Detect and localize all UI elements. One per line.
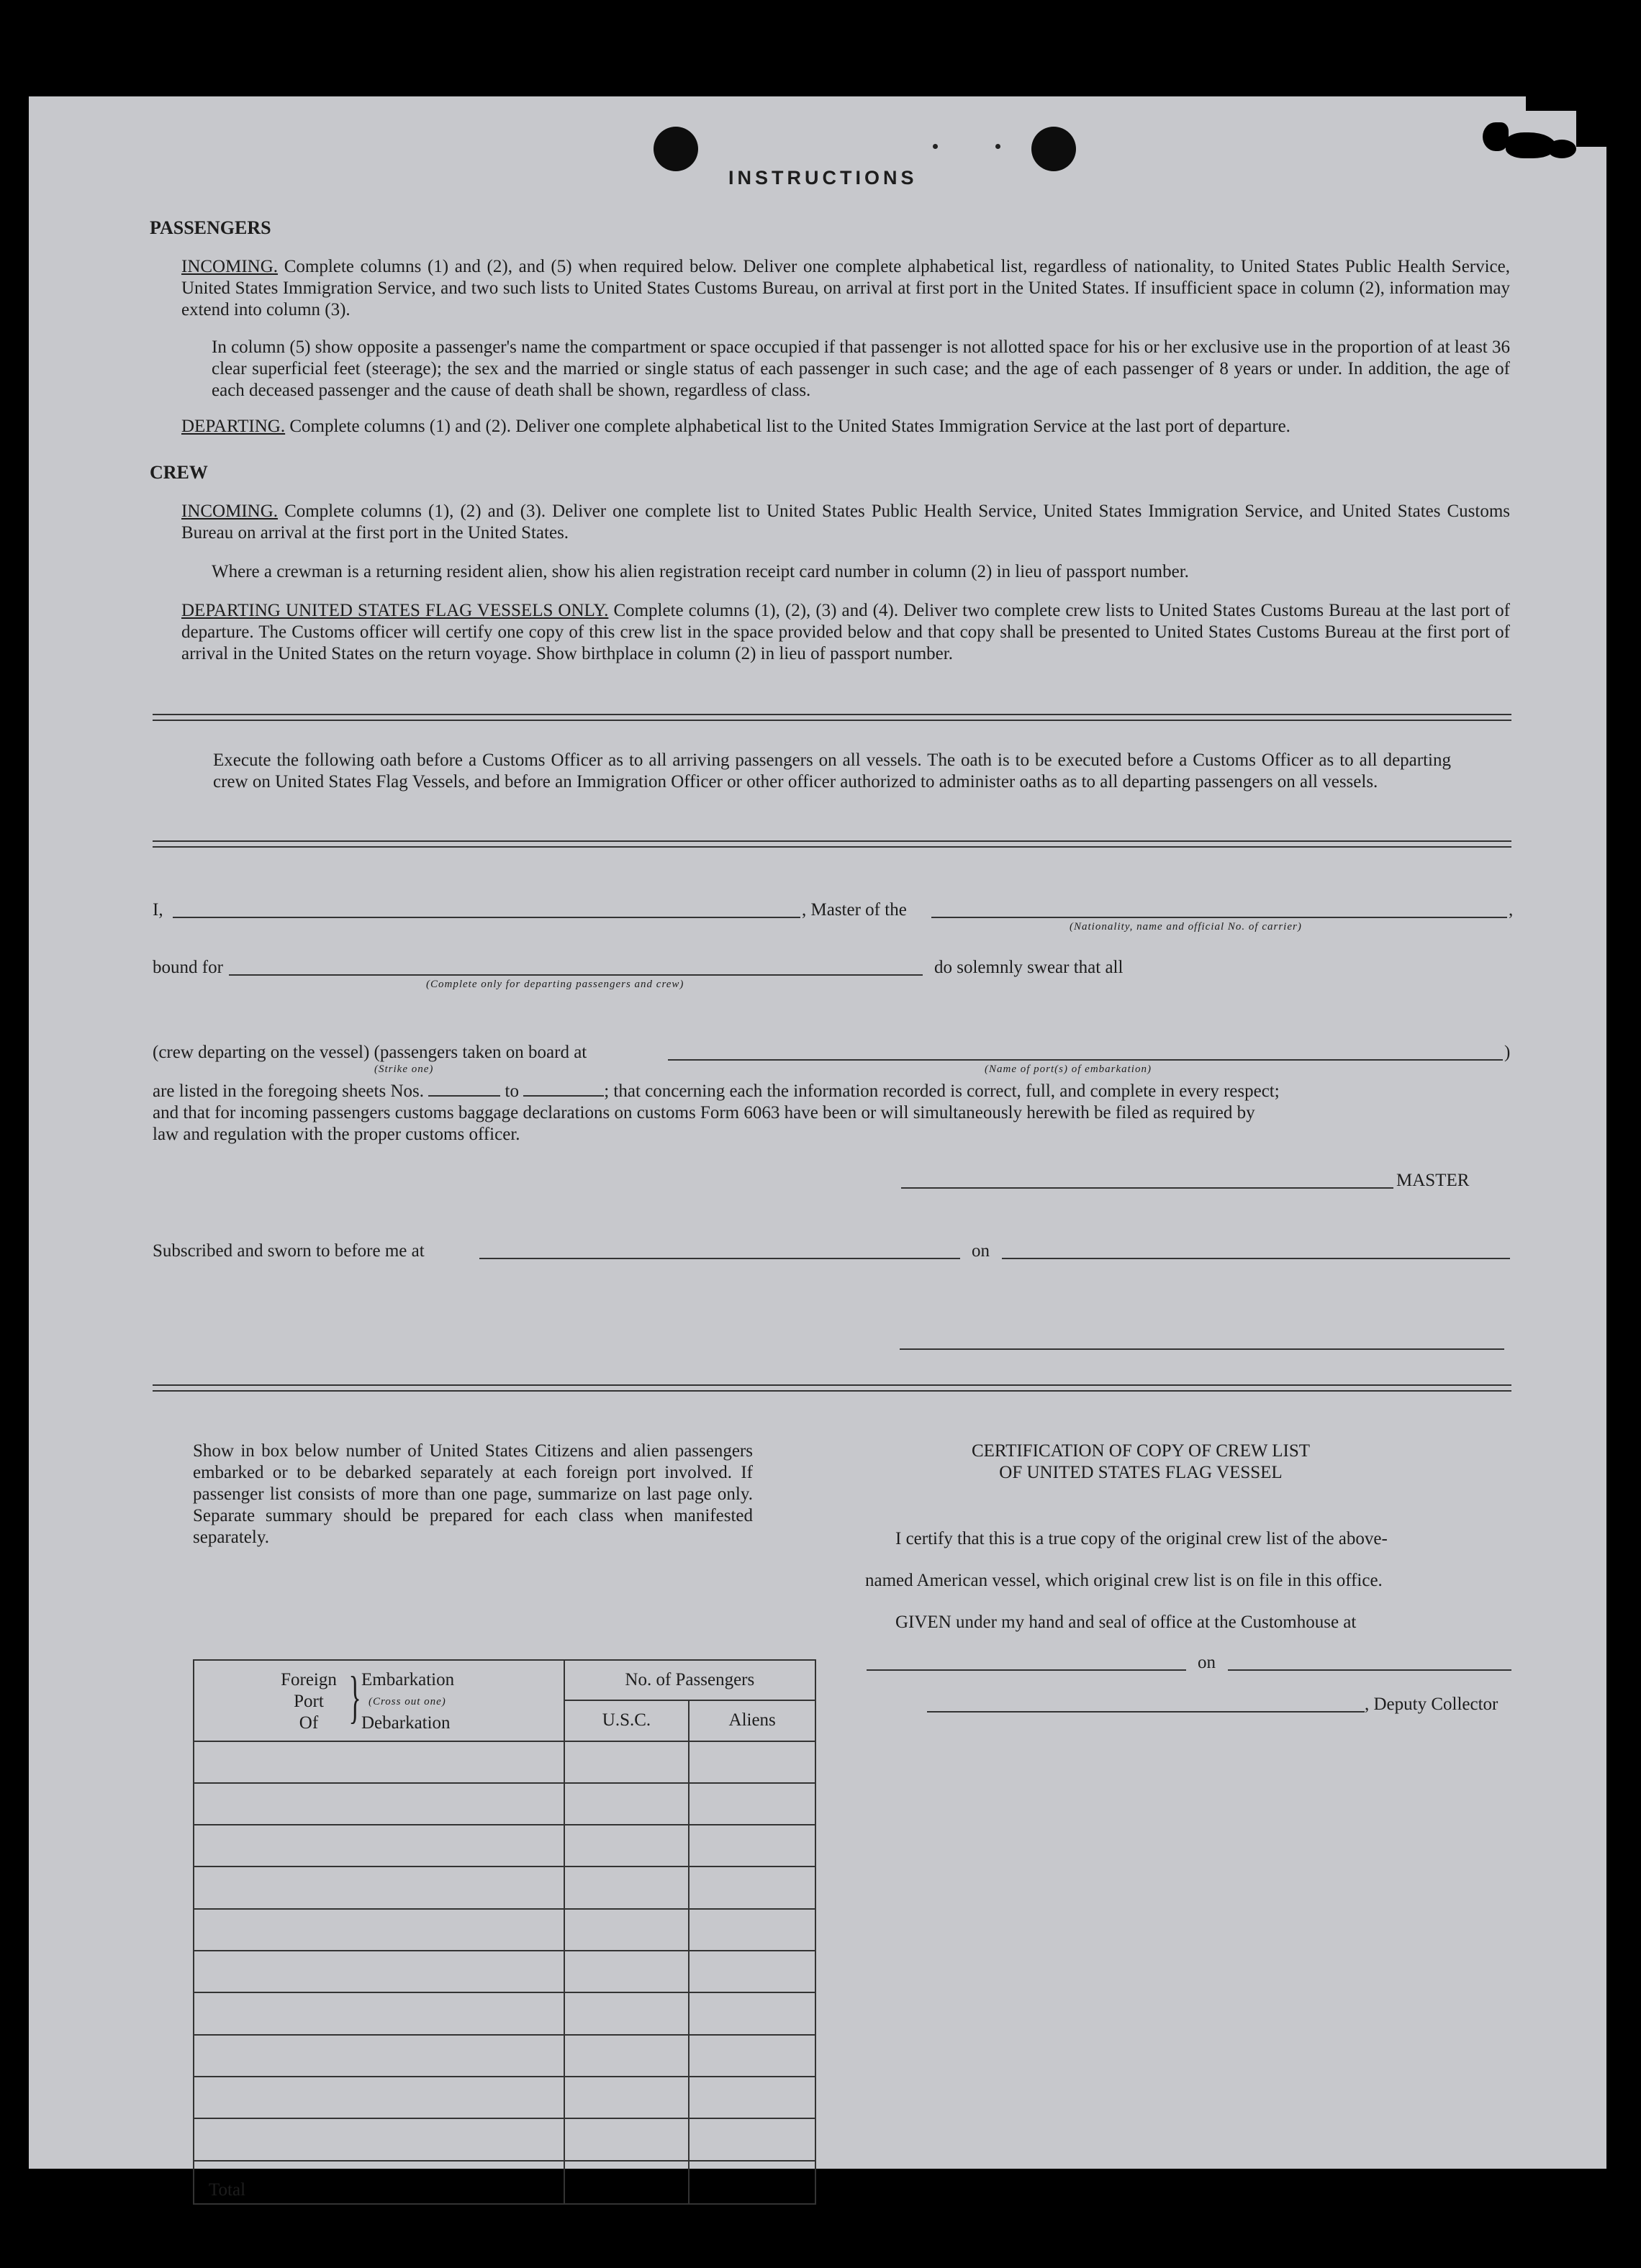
aliens-cell[interactable] bbox=[689, 2035, 815, 2077]
aliens-cell[interactable] bbox=[689, 1825, 815, 1866]
usc-cell[interactable] bbox=[564, 1783, 690, 1825]
mark-dot bbox=[933, 144, 938, 149]
aliens-cell[interactable] bbox=[689, 1992, 815, 2034]
debarkation-text: Debarkation bbox=[361, 1713, 451, 1733]
passengers-departing-paragraph bbox=[181, 416, 1510, 437]
port-cell[interactable] bbox=[194, 1866, 564, 1908]
port-cell[interactable] bbox=[194, 1783, 564, 1825]
subscribed-label: Subscribed and sworn to before me at bbox=[153, 1241, 425, 1261]
torn-corner bbox=[1547, 140, 1576, 158]
usc-cell[interactable] bbox=[564, 2035, 690, 2077]
mark-dot bbox=[995, 144, 1000, 149]
crew-resident-paragraph: Where a crewman is a returning resident alien, show his alien registration receipt card number in column (2) in lieu of passport number. bbox=[212, 562, 1189, 581]
punch-hole-right bbox=[1031, 127, 1076, 171]
officer-signature-field[interactable] bbox=[900, 1348, 1504, 1350]
master-signature-field[interactable] bbox=[901, 1187, 1393, 1189]
certification-line1: I certify that this is a true copy of the original crew list of the above- bbox=[895, 1529, 1388, 1548]
port-cell[interactable] bbox=[194, 1741, 564, 1783]
strike-one-caption: (Strike one) bbox=[374, 1063, 434, 1075]
master-name-field[interactable] bbox=[173, 917, 800, 918]
passenger-summary-table bbox=[193, 1659, 816, 2205]
customhouse-place-field[interactable] bbox=[867, 1669, 1186, 1671]
total-label: Total bbox=[194, 2161, 564, 2204]
usc-cell[interactable] bbox=[564, 2118, 690, 2160]
port-cell[interactable] bbox=[194, 2035, 564, 2077]
baggage-line: and that for incoming passengers customs baggage declarations on customs Form 6063 have been or will simultaneously herewith be filed as required by bbox=[153, 1103, 1255, 1122]
summary-instruction: Show in box below number of United States Citizens and alien passengers embarked or to be debarked separately at each foreign port involved. If passenger list consists of more than one page, summarize on last page only. Separate summary should be prepared for each class when manifested separately. bbox=[193, 1441, 753, 1547]
total-aliens-cell[interactable] bbox=[689, 2161, 815, 2204]
aliens-cell[interactable] bbox=[689, 1909, 815, 1951]
crew-departing-text: Complete columns (1), (2), (3) and (4). Deliver two complete crew lists to United States Customs Bureau at the last port of departure. The Customs officer will certify one copy of this crew list in the space provided below and that copy shall be presented to United States Customs Bureau at the first port of arrival in the United States on the return voyage. Show birthplace in column (2) in lieu of passport number. bbox=[181, 601, 1510, 663]
usc-cell[interactable] bbox=[564, 2077, 690, 2118]
usc-cell[interactable] bbox=[564, 1951, 690, 1992]
summary-header-row bbox=[194, 1660, 815, 1700]
sheets-to-field[interactable] bbox=[523, 1081, 604, 1097]
aliens-cell[interactable] bbox=[689, 1741, 815, 1783]
crew-incoming-paragraph bbox=[181, 501, 1510, 544]
section-divider bbox=[153, 1384, 1511, 1392]
table-row bbox=[194, 1992, 815, 2034]
usc-cell[interactable] bbox=[564, 1909, 690, 1951]
embarkation-text: Embarkation bbox=[361, 1670, 455, 1689]
sheets-from-field[interactable] bbox=[428, 1081, 500, 1097]
section-divider bbox=[153, 714, 1511, 721]
certification-line3: GIVEN under my hand and seal of office at the Customhouse at bbox=[895, 1612, 1357, 1632]
section-divider bbox=[153, 840, 1511, 848]
ports-of-embarkation-field[interactable] bbox=[668, 1059, 1503, 1061]
of-text: Of bbox=[299, 1713, 319, 1733]
torn-corner bbox=[1483, 122, 1509, 151]
port-cell[interactable] bbox=[194, 2077, 564, 2118]
certification-heading-line2: OF UNITED STATES FLAG VESSEL bbox=[999, 1463, 1283, 1482]
sheets-line bbox=[153, 1081, 1513, 1102]
passengers-column5-paragraph: In column (5) show opposite a passenger's name the compartment or space occupied if that passenger is not allotted space for his or her exclusive use in the proportion of at least 36 clear superficial feet (steerage); the sex and the married or single status of each passenger in such case; and the age of each passenger of 8 years or under. In addition, the age of each deceased passenger and the cause of death shall be shown, regardless of class. bbox=[212, 337, 1510, 400]
table-row bbox=[194, 1866, 815, 1908]
table-row bbox=[194, 1825, 815, 1866]
deputy-collector-signature-field[interactable] bbox=[927, 1711, 1365, 1713]
sheets-post: ; that concerning each the information recorded is correct, full, and complete in every respect; bbox=[604, 1081, 1280, 1101]
table-row bbox=[194, 2118, 815, 2160]
passengers-departing-label: DEPARTING. bbox=[181, 417, 286, 436]
crew-heading: CREW bbox=[150, 462, 208, 483]
subscribed-on-label: on bbox=[972, 1241, 990, 1261]
no-passengers-header: No. of Passengers bbox=[564, 1660, 815, 1700]
port-cell[interactable] bbox=[194, 1992, 564, 2034]
usc-cell[interactable] bbox=[564, 1825, 690, 1866]
passengers-departing-text: Complete columns (1) and (2). Deliver one complete alphabetical list to the United States Immigration Service at the last port of departure. bbox=[289, 417, 1290, 436]
certification-date-field[interactable] bbox=[1228, 1669, 1511, 1671]
port-cell[interactable] bbox=[194, 1909, 564, 1951]
cross-out-caption: (Cross out one) bbox=[369, 1696, 446, 1707]
carrier-comma: , bbox=[1509, 900, 1514, 920]
form-page bbox=[29, 96, 1606, 2200]
table-row bbox=[194, 1951, 815, 1992]
table-row bbox=[194, 1741, 815, 1783]
passengers-heading: PASSENGERS bbox=[150, 217, 271, 238]
port-cell[interactable] bbox=[194, 1825, 564, 1866]
usc-cell[interactable] bbox=[564, 1741, 690, 1783]
master-of-the-label: , Master of the bbox=[802, 900, 907, 920]
crew-departing-label: DEPARTING UNITED STATES FLAG VESSELS ONLY. bbox=[181, 601, 609, 620]
passengers-incoming-label: INCOMING. bbox=[181, 257, 279, 276]
usc-cell[interactable] bbox=[564, 1992, 690, 2034]
table-row bbox=[194, 1909, 815, 1951]
aliens-cell[interactable] bbox=[689, 2077, 815, 2118]
table-row bbox=[194, 2035, 815, 2077]
deputy-collector-label: , Deputy Collector bbox=[1365, 1695, 1498, 1714]
usc-header: U.S.C. bbox=[564, 1700, 690, 1741]
crew-incoming-label: INCOMING. bbox=[181, 502, 279, 521]
table-row bbox=[194, 1783, 815, 1825]
certification-on-label: on bbox=[1198, 1653, 1216, 1672]
bound-for-field[interactable] bbox=[229, 974, 923, 976]
bound-for-label: bound for bbox=[153, 958, 223, 977]
foreign-text: Foreign bbox=[281, 1670, 337, 1689]
passengers-incoming-text: Complete columns (1) and (2), and (5) when required below. Deliver one complete alphabetical list, regardless of nationality, to United States Public Health Service, United States Immigration Service, and two such lists to United States Customs Bureau, on arrival at first port in the United States. If insufficient space in column (2), information may extend into column (3). bbox=[181, 257, 1511, 319]
punch-hole-left bbox=[654, 127, 698, 171]
sheets-pre: are listed in the foregoing sheets Nos. bbox=[153, 1081, 424, 1101]
port-cell[interactable] bbox=[194, 1951, 564, 1992]
aliens-cell[interactable] bbox=[689, 1866, 815, 1908]
crew-departing-paragraph bbox=[181, 600, 1510, 665]
aliens-header: Aliens bbox=[689, 1700, 815, 1741]
brace-glyph: } bbox=[348, 1666, 361, 1729]
torn-corner bbox=[1526, 96, 1591, 111]
oath-instruction-paragraph: Execute the following oath before a Customs Officer as to all arriving passengers on all vessels. The oath is to be executed before a Customs Officer as to all departing crew on United States Flag Vessels, and before an Immigration Officer or other officer authorized to administer oaths as to all departing passengers on all vessels. bbox=[213, 750, 1451, 791]
embark-debark-labels bbox=[361, 1669, 454, 1734]
sheets-to: to bbox=[505, 1081, 519, 1101]
crew-departing-label: (crew departing on the vessel) (passengers taken on board at bbox=[153, 1043, 587, 1062]
table-row bbox=[194, 2077, 815, 2118]
master-label: MASTER bbox=[1396, 1171, 1470, 1190]
total-row bbox=[194, 2161, 815, 2204]
port-cell[interactable] bbox=[194, 2118, 564, 2160]
aliens-cell[interactable] bbox=[689, 2118, 815, 2160]
certification-line2: named American vessel, which original crew list is on file in this office. bbox=[865, 1571, 1383, 1590]
page-title: INSTRUCTIONS bbox=[728, 167, 918, 189]
total-usc-cell[interactable] bbox=[564, 2161, 690, 2204]
ports-caption: (Name of port(s) of embarkation) bbox=[985, 1063, 1152, 1075]
oath-i-label: I, bbox=[153, 900, 163, 920]
ports-close-paren: ) bbox=[1504, 1043, 1511, 1062]
certification-heading bbox=[828, 1441, 1454, 1484]
crew-incoming-text: Complete columns (1), (2) and (3). Deliver one complete list to United States Public Health Service, United States Immigration Service, and United States Customs Bureau on arrival at the first port in the United States. bbox=[181, 502, 1511, 543]
passengers-incoming-paragraph bbox=[181, 256, 1510, 321]
port-header-cell bbox=[194, 1660, 564, 1741]
nationality-caption: (Nationality, name and official No. of carrier) bbox=[1070, 921, 1302, 933]
certification-heading-line1: CERTIFICATION OF COPY OF CREW LIST bbox=[971, 1441, 1311, 1461]
aliens-cell[interactable] bbox=[689, 1783, 815, 1825]
subscribed-place-field[interactable] bbox=[479, 1258, 960, 1259]
complete-caption: (Complete only for departing passengers and crew) bbox=[426, 979, 684, 990]
port-text: Port bbox=[294, 1692, 324, 1711]
aliens-cell[interactable] bbox=[689, 1951, 815, 1992]
usc-cell[interactable] bbox=[564, 1866, 690, 1908]
law-line: law and regulation with the proper customs officer. bbox=[153, 1125, 520, 1144]
carrier-field[interactable] bbox=[931, 917, 1507, 918]
subscribed-date-field[interactable] bbox=[1002, 1258, 1510, 1259]
swear-label: do solemnly swear that all bbox=[934, 958, 1124, 977]
sheets-paragraph bbox=[153, 1081, 1513, 1146]
foreign-label-visible bbox=[276, 1669, 341, 1734]
